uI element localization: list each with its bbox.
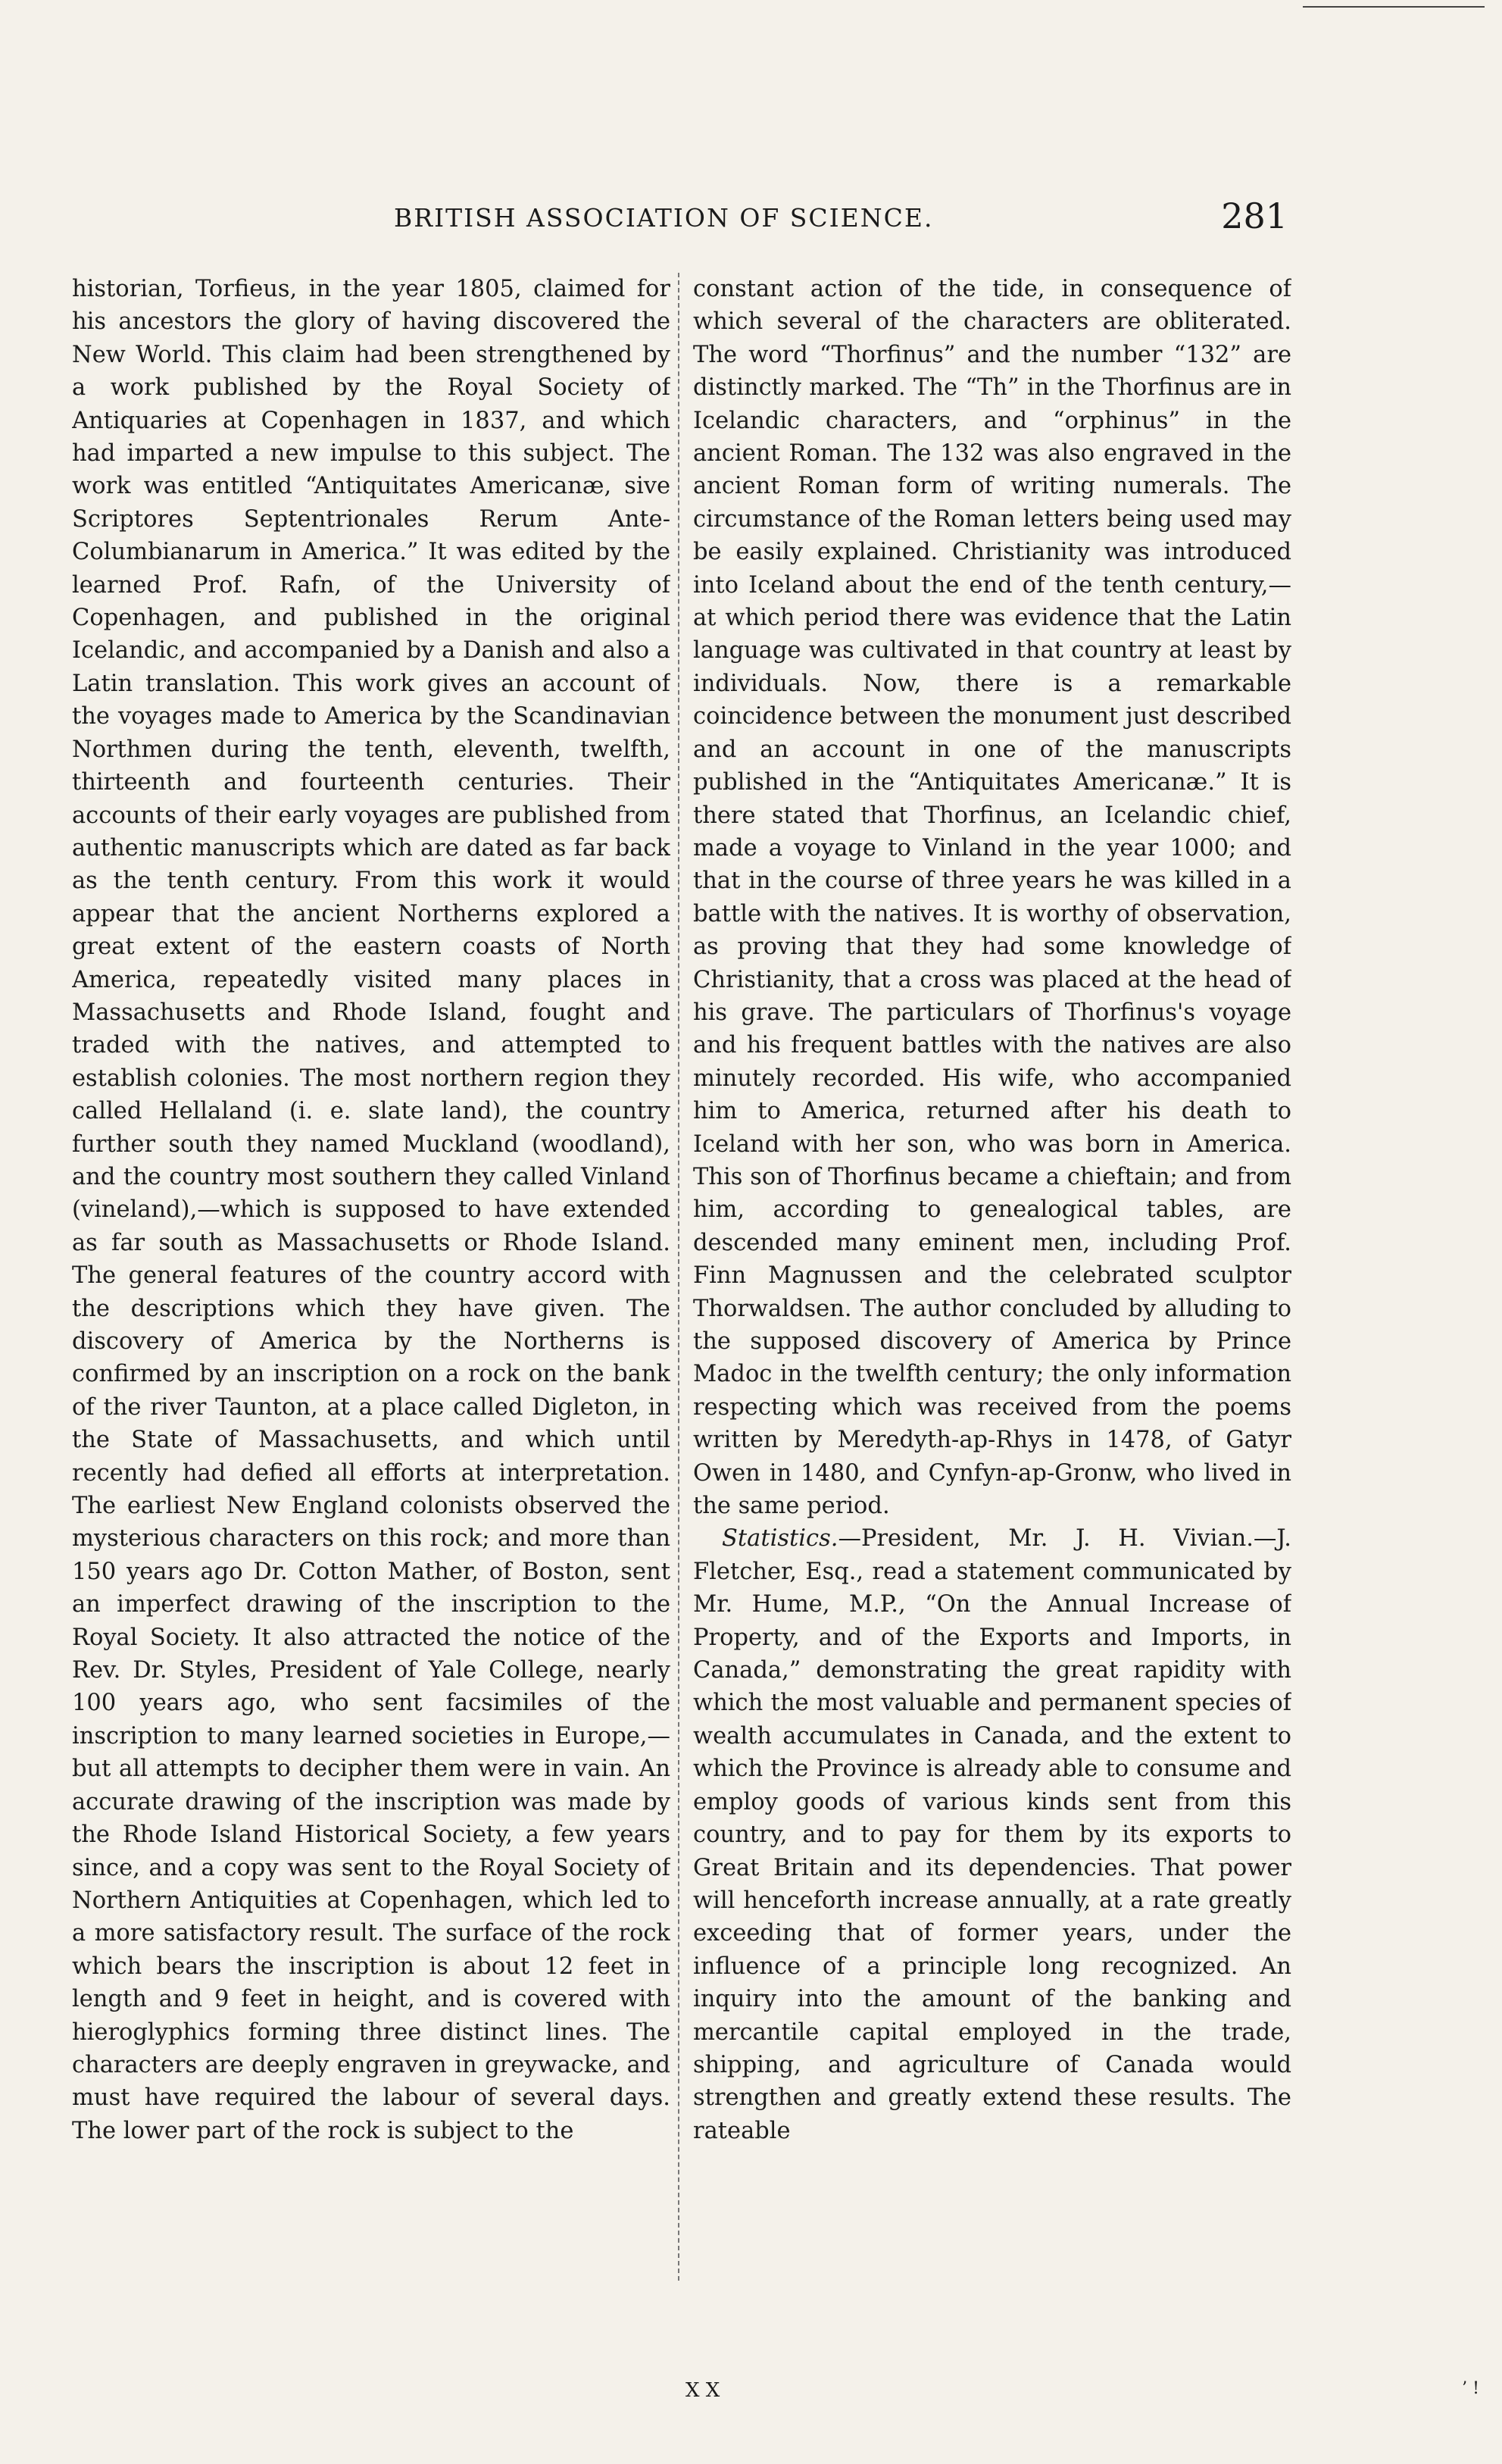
- top-rule: [1303, 6, 1485, 8]
- signature-mark: X X: [685, 2379, 720, 2402]
- section-heading-statistics: Statistics.: [722, 1525, 838, 1553]
- statistics-text: —President, Mr. J. H. Vivian.—J. Fletcher, Esq., read a statement communicated by Mr. Hume, M.P., “On the Annual Increase of Property, and of the Exports and Imports, in Canada,” demonstrating the great rapidity with which the most valuable and permanent species of wealth accumulates in Canada, and the extent to which the Province is already able to consume and employ goods of various kinds sent from this country, and to pay for them by its exports to Great Britain and its dependencies. That power will henceforth increase annually, at a rate greatly exceeding that of former years, under the influence of a principle long recognized. An inquiry into the amount of the banking and mercantile capital employed in the trade, shipping, and agriculture of Canada would strengthen and greatly extend these results. The rateable: [693, 1525, 1291, 2144]
- column-divider: [678, 273, 679, 2281]
- running-title: BRITISH ASSOCIATION OF SCIENCE.: [394, 203, 934, 233]
- left-paragraph-1: historian, Torfieus, in the year 1805, claimed for his ancestors the glory of having discovered the New World. This claim had been strengthened by a work published by the Royal Society of Antiquaries at Copenhagen in 1837, and which had imparted a new impulse to this subject. The work was entitled “Antiquitates Americanæ, sive Scriptores Septentrionales Rerum Ante-Columbianarum in America.” It was edited by the learned Prof. Rafn, of the University of Copenhagen, and published in the original Icelandic, and accompanied by a Danish and also a Latin translation. This work gives an account of the voyages made to America by the Scandinavian Northmen during the tenth, eleventh, twelfth, thirteenth and fourteenth centuries. Their accounts of their early voyages are published from authentic manuscripts which are dated as far back as the tenth century. From this work it would appear that the ancient Northerns explored a great extent of the eastern coasts of North America, repeatedly visited many places in Massachusetts and Rhode Island, fought and traded with the natives, and attempted to establish colonies. The most northern region they called Hellaland (i. e. slate land), the country further south they named Muckland (woodland), and the country most southern they called Vinland (vineland),—which is supposed to have extended as far south as Massachusetts or Rhode Island. The general features of the country accord with the descriptions which they have given. The discovery of America by the Northerns is confirmed by an inscription on a rock on the bank of the river Taunton, at a place called Digleton, in the State of Massachusetts, and which until recently had defied all efforts at interpretation. The earliest New England colonists observed the mysterious characters on this rock; and more than 150 years ago Dr. Cotton Mather, of Boston, sent an imperfect drawing of the inscription to the Royal Society. It also attracted the notice of the Rev. Dr. Styles, President of Yale College, nearly 100 years ago, who sent facsimiles of the inscription to many learned societies in Europe,—but all attempts to decipher them were in vain. An accurate drawing of the inscription was made by the Rhode Island Historical Society, a few years since, and a copy was sent to the Royal Society of Northern Antiquities at Copenhagen, which led to a more satisfactory result. The surface of the rock which bears the inscription is about 12 feet in length and 9 feet in height, and is covered with hieroglyphics forming three distinct lines. The characters are deeply engraven in greywacke, and must have required the labour of several days. The lower part of the rock is subject to the: [72, 276, 670, 2144]
- statistics-paragraph: [693, 1522, 1291, 2147]
- left-column: [72, 273, 670, 2319]
- right-column: [693, 273, 1291, 2319]
- right-paragraph-1: constant action of the tide, in consequence of which several of the characters are obliterated. The word “Thorfinus” and the number “132” are distinctly marked. The “Th” in the Thorfinus are in Icelandic characters, and “orphinus” in the ancient Roman. The 132 was also engraved in the ancient Roman form of writing numerals. The circumstance of the Roman letters being used may be easily explained. Christianity was introduced into Iceland about the end of the tenth century,—at which period there was evidence that the Latin language was cultivated in that country at least by individuals. Now, there is a remarkable coincidence between the monument just described and an account in one of the manuscripts published in the “Antiquitates Americanæ.” It is there stated that Thorfinus, an Icelandic chief, made a voyage to Vinland in the year 1000; and that in the course of three years he was killed in a battle with the natives. It is worthy of observation, as proving that they had some knowledge of Christianity, that a cross was placed at the head of his grave. The particulars of Thorfinus's voyage and his frequent battles with the natives are also minutely recorded. His wife, who accompanied him to America, returned after his death to Iceland with her son, who was born in America. This son of Thorfinus became a chieftain; and from him, according to genealogical tables, are descended many eminent men, including Prof. Finn Magnussen and the celebrated sculptor Thorwaldsen. The author concluded by alluding to the supposed discovery of America by Prince Madoc in the twelfth century; the only information respecting which was received from the poems written by Meredyth-ap-Rhys in 1478, of Gatyr Owen in 1480, and Cynfyn-ap-Gronw, who lived in the same period.: [693, 276, 1291, 1520]
- page-number: 281: [1221, 195, 1288, 236]
- edge-mark: ’ !: [1462, 2379, 1479, 2398]
- running-head: [91, 195, 1288, 249]
